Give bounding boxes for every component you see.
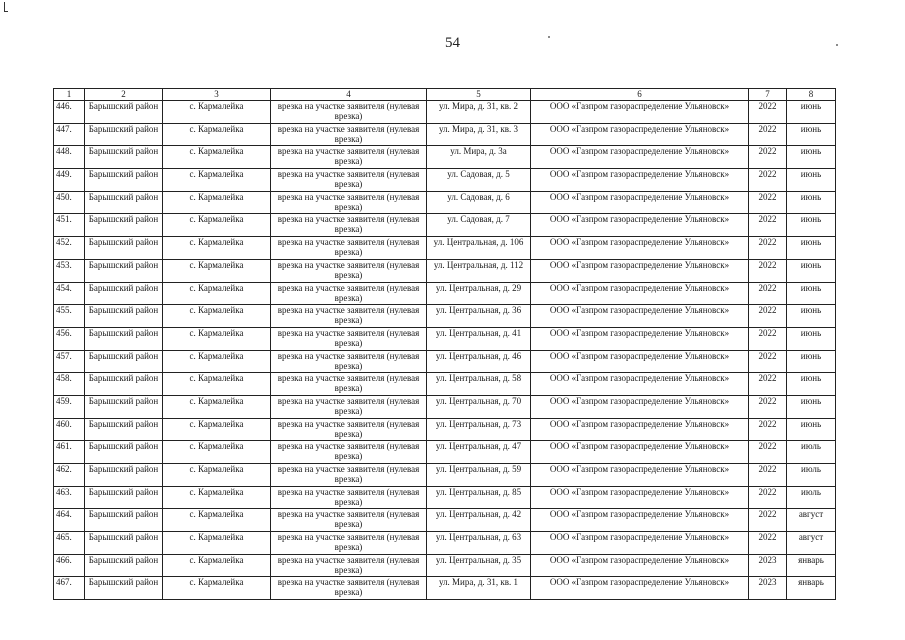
address-cell: ул. Центральная, д. 59 [427, 464, 531, 487]
work-type-cell: врезка на участке заявителя (нулевая врезка) [271, 441, 427, 464]
address-cell: ул. Центральная, д. 29 [427, 282, 531, 305]
column-header-7: 7 [749, 89, 787, 101]
column-header-5: 5 [427, 89, 531, 101]
locality-cell: с. Кармалейка [163, 259, 271, 282]
district-cell: Барышский район [85, 486, 163, 509]
organization-cell: ООО «Газпром газораспределение Ульяновск» [531, 259, 749, 282]
district-cell: Барышский район [85, 395, 163, 418]
row-number: 452. [54, 237, 85, 260]
locality-cell: с. Кармалейка [163, 282, 271, 305]
row-number: 450. [54, 191, 85, 214]
organization-cell: ООО «Газпром газораспределение Ульяновск» [531, 282, 749, 305]
column-number-row [54, 89, 836, 101]
work-type-cell: врезка на участке заявителя (нулевая врезка) [271, 373, 427, 396]
address-cell: ул. Центральная, д. 35 [427, 554, 531, 577]
row-number: 465. [54, 532, 85, 555]
work-type-cell: врезка на участке заявителя (нулевая врезка) [271, 123, 427, 146]
locality-cell: с. Кармалейка [163, 509, 271, 532]
district-cell: Барышский район [85, 509, 163, 532]
district-cell: Барышский район [85, 464, 163, 487]
organization-cell: ООО «Газпром газораспределение Ульяновск» [531, 237, 749, 260]
organization-cell: ООО «Газпром газораспределение Ульяновск» [531, 464, 749, 487]
district-cell: Барышский район [85, 146, 163, 169]
table-row [54, 282, 836, 305]
row-number: 453. [54, 259, 85, 282]
locality-cell: с. Кармалейка [163, 350, 271, 373]
year-cell: 2022 [749, 486, 787, 509]
district-cell: Барышский район [85, 214, 163, 237]
work-type-cell: врезка на участке заявителя (нулевая врезка) [271, 282, 427, 305]
work-type-cell: врезка на участке заявителя (нулевая врезка) [271, 464, 427, 487]
work-type-cell: врезка на участке заявителя (нулевая врезка) [271, 214, 427, 237]
address-cell: ул. Садовая, д. 5 [427, 169, 531, 192]
organization-cell: ООО «Газпром газораспределение Ульяновск» [531, 214, 749, 237]
table-row [54, 577, 836, 600]
year-cell: 2022 [749, 101, 787, 124]
work-type-cell: врезка на участке заявителя (нулевая врезка) [271, 237, 427, 260]
month-cell: август [787, 509, 836, 532]
locality-cell: с. Кармалейка [163, 373, 271, 396]
table-row [54, 486, 836, 509]
district-cell: Барышский район [85, 327, 163, 350]
locality-cell: с. Кармалейка [163, 146, 271, 169]
table-row [54, 441, 836, 464]
table-row [54, 191, 836, 214]
page-number: 54 [445, 35, 460, 51]
month-cell: июнь [787, 191, 836, 214]
table-row [54, 123, 836, 146]
organization-cell: ООО «Газпром газораспределение Ульяновск» [531, 532, 749, 555]
district-cell: Барышский район [85, 373, 163, 396]
work-type-cell: врезка на участке заявителя (нулевая врезка) [271, 146, 427, 169]
row-number: 460. [54, 418, 85, 441]
row-number: 462. [54, 464, 85, 487]
locality-cell: с. Кармалейка [163, 464, 271, 487]
district-cell: Барышский район [85, 554, 163, 577]
table-row [54, 350, 836, 373]
row-number: 467. [54, 577, 85, 600]
month-cell: июль [787, 486, 836, 509]
address-cell: ул. Центральная, д. 70 [427, 395, 531, 418]
work-type-cell: врезка на участке заявителя (нулевая врезка) [271, 532, 427, 555]
work-type-cell: врезка на участке заявителя (нулевая врезка) [271, 305, 427, 328]
organization-cell: ООО «Газпром газораспределение Ульяновск» [531, 509, 749, 532]
year-cell: 2022 [749, 327, 787, 350]
year-cell: 2022 [749, 464, 787, 487]
month-cell: июнь [787, 123, 836, 146]
locality-cell: с. Кармалейка [163, 169, 271, 192]
column-header-8: 8 [787, 89, 836, 101]
year-cell: 2022 [749, 214, 787, 237]
year-cell: 2022 [749, 418, 787, 441]
year-cell: 2022 [749, 282, 787, 305]
row-number: 456. [54, 327, 85, 350]
work-type-cell: врезка на участке заявителя (нулевая врезка) [271, 191, 427, 214]
row-number: 457. [54, 350, 85, 373]
address-cell: ул. Центральная, д. 36 [427, 305, 531, 328]
month-cell: июль [787, 441, 836, 464]
row-number: 458. [54, 373, 85, 396]
district-cell: Барышский район [85, 418, 163, 441]
year-cell: 2023 [749, 577, 787, 600]
table-row [54, 554, 836, 577]
address-cell: ул. Центральная, д. 73 [427, 418, 531, 441]
year-cell: 2022 [749, 191, 787, 214]
work-type-cell: врезка на участке заявителя (нулевая врезка) [271, 327, 427, 350]
district-cell: Барышский район [85, 169, 163, 192]
row-number: 451. [54, 214, 85, 237]
organization-cell: ООО «Газпром газораспределение Ульяновск» [531, 486, 749, 509]
work-type-cell: врезка на участке заявителя (нулевая врезка) [271, 509, 427, 532]
address-cell: ул. Центральная, д. 42 [427, 509, 531, 532]
month-cell: июнь [787, 237, 836, 260]
address-cell: ул. Садовая, д. 6 [427, 191, 531, 214]
locality-cell: с. Кармалейка [163, 305, 271, 328]
work-type-cell: врезка на участке заявителя (нулевая врезка) [271, 418, 427, 441]
address-cell: ул. Центральная, д. 46 [427, 350, 531, 373]
organization-cell: ООО «Газпром газораспределение Ульяновск» [531, 169, 749, 192]
row-number: 463. [54, 486, 85, 509]
organization-cell: ООО «Газпром газораспределение Ульяновск» [531, 418, 749, 441]
locality-cell: с. Кармалейка [163, 554, 271, 577]
month-cell: июнь [787, 214, 836, 237]
year-cell: 2022 [749, 509, 787, 532]
table-row [54, 418, 836, 441]
address-cell: ул. Центральная, д. 85 [427, 486, 531, 509]
column-header-1: 1 [54, 89, 85, 101]
locality-cell: с. Кармалейка [163, 237, 271, 260]
table-row [54, 101, 836, 124]
organization-cell: ООО «Газпром газораспределение Ульяновск» [531, 554, 749, 577]
table-row [54, 532, 836, 555]
month-cell: январь [787, 577, 836, 600]
organization-cell: ООО «Газпром газораспределение Ульяновск» [531, 350, 749, 373]
year-cell: 2022 [749, 123, 787, 146]
address-cell: ул. Центральная, д. 47 [427, 441, 531, 464]
address-cell: ул. Мира, д. 31, кв. 2 [427, 101, 531, 124]
column-header-3: 3 [163, 89, 271, 101]
month-cell: август [787, 532, 836, 555]
locality-cell: с. Кармалейка [163, 577, 271, 600]
table-row [54, 237, 836, 260]
gas-connection-table [53, 88, 836, 600]
scan-corner-mark [4, 2, 8, 12]
year-cell: 2022 [749, 169, 787, 192]
month-cell: июнь [787, 305, 836, 328]
district-cell: Барышский район [85, 282, 163, 305]
organization-cell: ООО «Газпром газораспределение Ульяновск» [531, 191, 749, 214]
row-number: 448. [54, 146, 85, 169]
district-cell: Барышский район [85, 101, 163, 124]
work-type-cell: врезка на участке заявителя (нулевая врезка) [271, 486, 427, 509]
month-cell: июнь [787, 350, 836, 373]
district-cell: Барышский район [85, 123, 163, 146]
month-cell: июнь [787, 418, 836, 441]
table-row [54, 146, 836, 169]
month-cell: июнь [787, 373, 836, 396]
address-cell: ул. Центральная, д. 106 [427, 237, 531, 260]
district-cell: Барышский район [85, 191, 163, 214]
locality-cell: с. Кармалейка [163, 101, 271, 124]
table-row [54, 169, 836, 192]
address-cell: ул. Садовая, д. 7 [427, 214, 531, 237]
address-cell: ул. Мира, д. 31, кв. 3 [427, 123, 531, 146]
address-cell: ул. Мира, д. 3а [427, 146, 531, 169]
month-cell: июнь [787, 282, 836, 305]
district-cell: Барышский район [85, 532, 163, 555]
month-cell: июнь [787, 259, 836, 282]
address-cell: ул. Центральная, д. 58 [427, 373, 531, 396]
column-header-6: 6 [531, 89, 749, 101]
month-cell: январь [787, 554, 836, 577]
row-number: 459. [54, 395, 85, 418]
row-number: 466. [54, 554, 85, 577]
year-cell: 2022 [749, 350, 787, 373]
organization-cell: ООО «Газпром газораспределение Ульяновск» [531, 577, 749, 600]
column-header-2: 2 [85, 89, 163, 101]
organization-cell: ООО «Газпром газораспределение Ульяновск» [531, 327, 749, 350]
column-header-4: 4 [271, 89, 427, 101]
month-cell: июнь [787, 146, 836, 169]
year-cell: 2022 [749, 305, 787, 328]
work-type-cell: врезка на участке заявителя (нулевая врезка) [271, 259, 427, 282]
table-row [54, 305, 836, 328]
year-cell: 2022 [749, 532, 787, 555]
organization-cell: ООО «Газпром газораспределение Ульяновск» [531, 305, 749, 328]
row-number: 461. [54, 441, 85, 464]
district-cell: Барышский район [85, 577, 163, 600]
address-cell: ул. Центральная, д. 63 [427, 532, 531, 555]
month-cell: июнь [787, 327, 836, 350]
work-type-cell: врезка на участке заявителя (нулевая врезка) [271, 577, 427, 600]
locality-cell: с. Кармалейка [163, 486, 271, 509]
row-number: 446. [54, 101, 85, 124]
year-cell: 2022 [749, 441, 787, 464]
year-cell: 2022 [749, 146, 787, 169]
district-cell: Барышский район [85, 441, 163, 464]
locality-cell: с. Кармалейка [163, 327, 271, 350]
district-cell: Барышский район [85, 305, 163, 328]
address-cell: ул. Центральная, д. 112 [427, 259, 531, 282]
table-row [54, 373, 836, 396]
organization-cell: ООО «Газпром газораспределение Ульяновск» [531, 146, 749, 169]
locality-cell: с. Кармалейка [163, 214, 271, 237]
row-number: 455. [54, 305, 85, 328]
work-type-cell: врезка на участке заявителя (нулевая врезка) [271, 554, 427, 577]
year-cell: 2022 [749, 395, 787, 418]
work-type-cell: врезка на участке заявителя (нулевая врезка) [271, 350, 427, 373]
month-cell: июль [787, 464, 836, 487]
work-type-cell: врезка на участке заявителя (нулевая врезка) [271, 169, 427, 192]
work-type-cell: врезка на участке заявителя (нулевая врезка) [271, 101, 427, 124]
organization-cell: ООО «Газпром газораспределение Ульяновск» [531, 101, 749, 124]
row-number: 464. [54, 509, 85, 532]
table-body [54, 101, 836, 600]
district-cell: Барышский район [85, 350, 163, 373]
year-cell: 2022 [749, 373, 787, 396]
organization-cell: ООО «Газпром газораспределение Ульяновск» [531, 395, 749, 418]
table-row [54, 395, 836, 418]
organization-cell: ООО «Газпром газораспределение Ульяновск» [531, 373, 749, 396]
row-number: 449. [54, 169, 85, 192]
table-row [54, 509, 836, 532]
year-cell: 2022 [749, 259, 787, 282]
work-type-cell: врезка на участке заявителя (нулевая врезка) [271, 395, 427, 418]
row-number: 454. [54, 282, 85, 305]
row-number: 447. [54, 123, 85, 146]
year-cell: 2023 [749, 554, 787, 577]
organization-cell: ООО «Газпром газораспределение Ульяновск» [531, 441, 749, 464]
table-row [54, 214, 836, 237]
locality-cell: с. Кармалейка [163, 441, 271, 464]
district-cell: Барышский район [85, 259, 163, 282]
address-cell: ул. Мира, д. 31, кв. 1 [427, 577, 531, 600]
table-row [54, 464, 836, 487]
locality-cell: с. Кармалейка [163, 123, 271, 146]
locality-cell: с. Кармалейка [163, 191, 271, 214]
organization-cell: ООО «Газпром газораспределение Ульяновск» [531, 123, 749, 146]
month-cell: июнь [787, 169, 836, 192]
table-row [54, 327, 836, 350]
month-cell: июнь [787, 101, 836, 124]
table-row [54, 259, 836, 282]
locality-cell: с. Кармалейка [163, 395, 271, 418]
address-cell: ул. Центральная, д. 41 [427, 327, 531, 350]
month-cell: июнь [787, 395, 836, 418]
district-cell: Барышский район [85, 237, 163, 260]
locality-cell: с. Кармалейка [163, 418, 271, 441]
locality-cell: с. Кармалейка [163, 532, 271, 555]
year-cell: 2022 [749, 237, 787, 260]
